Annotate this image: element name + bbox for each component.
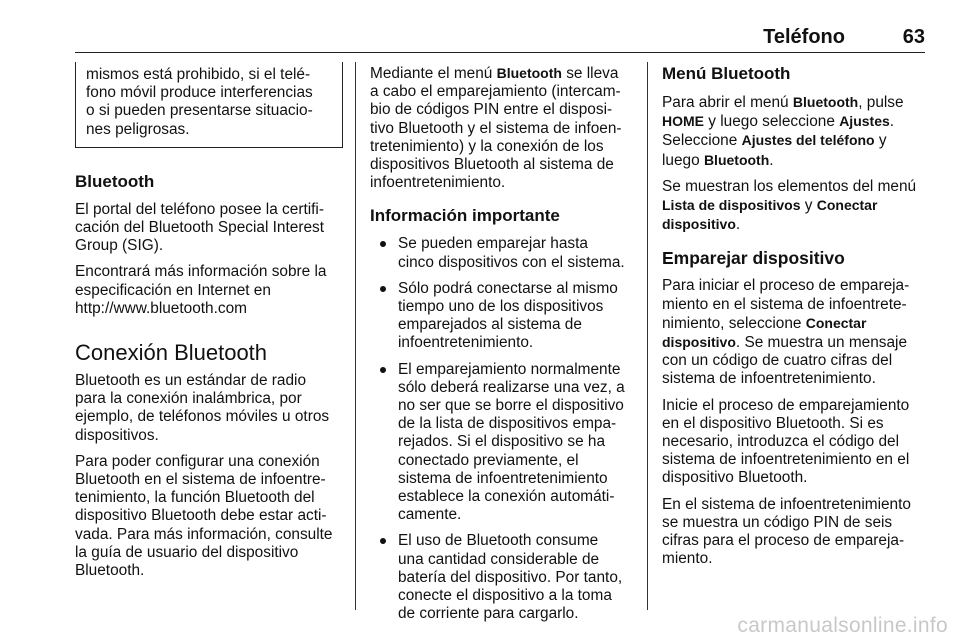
section-title: Teléfono xyxy=(763,26,845,48)
column-divider-2 xyxy=(647,62,648,610)
text-run: se lleva a cabo el emparejamiento (intercam- bio de códigos PIN entre el disposi- tivo Bluetooth y el sistema de infoen- tretenimiento) y la conexión de los dispositivos Bluetooth al sistema de infoentretenimiento. xyxy=(370,65,622,192)
text-run: . Seleccione xyxy=(662,113,895,150)
list-item xyxy=(370,280,632,353)
menu-term-lista-dispositivos: Lista de dispositivos xyxy=(662,197,801,214)
paragraph-device-pairing: Inicie el proceso de emparejamiento en el dispositivo Bluetooth. Si es necesario, introduzca el código del sistema de infoentretenimiento en el dispositivo Bluetooth. xyxy=(662,396,910,487)
heading-menu-bluetooth: Menú Bluetooth xyxy=(662,64,791,83)
paragraph-bluetooth-standard: Bluetooth es un estándar de radio para la conexión inalámbrica, por ejemplo, de teléfonos móviles u otros dispositivos. xyxy=(75,372,330,444)
menu-term-bluetooth-2: Bluetooth xyxy=(703,151,770,168)
text-run: y xyxy=(800,197,817,215)
bullet-dot-icon xyxy=(380,538,386,544)
warning-note-text: mismos está prohibido, si el telé- fono móvil produce interferencias o si pueden presentarse situacio- nes peligrosas. xyxy=(86,66,313,138)
paragraph-pin-code: En el sistema de infoentretenimiento se muestra un código PIN de seis cifras para el proceso de empareja- miento. xyxy=(662,495,911,568)
page-number: 63 xyxy=(902,26,925,48)
text-run: y luego seleccione xyxy=(704,113,840,131)
paragraph-more-info: Encontrará más información sobre la especificación en Internet en http://www.bluetooth.com xyxy=(75,263,327,317)
paragraph-menu-items xyxy=(662,178,927,235)
bullet-dot-icon xyxy=(380,367,386,373)
heading-bluetooth: Bluetooth xyxy=(75,171,155,191)
list-item xyxy=(370,361,632,525)
menu-term-ajustes-telefono: Ajustes del teléfono xyxy=(741,132,875,149)
column-divider-1 xyxy=(355,62,356,610)
warning-note-box xyxy=(75,62,343,148)
list-item-text: El emparejamiento normalmente sólo deberá realizarse una vez, a no ser que se borre el dispositivo de la lista de dispositivos empa- rejados. Si el dispositivo se ha conectado previamente, el sistema de infoentretenimiento establece la conexión automáti- camente. xyxy=(398,360,625,524)
watermark-text: carmanualsonline.info xyxy=(737,614,948,637)
menu-term-conectar-dispositivo: Conectar dispositivo xyxy=(662,197,878,233)
text-run: Mediante el menú xyxy=(370,65,497,82)
heading-conexion-bluetooth: Conexión Bluetooth xyxy=(75,340,268,366)
column-2 xyxy=(370,64,632,631)
paragraph-configure-connection: Para poder configurar una conexión Bluetooth en el sistema de infoentre- tenimiento, la función Bluetooth del dispositivo Bluetooth debe estar acti- vada. Para más información, consulte la guía de usuario del dispositivo Bluetooth. xyxy=(75,452,333,580)
paragraph-open-menu xyxy=(662,93,927,170)
list-item xyxy=(370,235,632,271)
list-item-text: Se pueden emparejar hasta cinco dispositivos con el sistema. xyxy=(398,235,625,271)
list-item-text: Sólo podrá conectarse al mismo tiempo uno de los dispositivos emparejados al sistema de infoentretenimiento. xyxy=(398,279,618,352)
text-run: . xyxy=(769,151,774,169)
menu-term-home: HOME xyxy=(662,113,704,130)
list-item xyxy=(370,532,632,623)
menu-term-conectar-dispositivo-2: Conectar dispositivo xyxy=(662,314,867,351)
column-3 xyxy=(662,64,927,576)
paragraph-start-pairing xyxy=(662,277,927,388)
list-item-text: El uso de Bluetooth consume una cantidad considerable de batería del dispositivo. Por tanto, conecte el dispositivo a la toma de corriente para cargarlo. xyxy=(398,532,623,623)
heading-informacion-importante: Información importante xyxy=(370,206,560,226)
text-run: Para abrir el menú xyxy=(662,94,793,111)
important-info-list xyxy=(370,235,632,623)
text-run: . Se muestra un mensaje con un código de cuatro cifras del sistema de infoentretenimiento. xyxy=(662,334,907,388)
bullet-dot-icon xyxy=(380,241,386,247)
paragraph-certification: El portal del teléfono posee la certifi- cación del Bluetooth Special Interest Group (SIG). xyxy=(75,200,324,255)
text-run: y luego xyxy=(662,132,887,169)
page-header xyxy=(75,26,925,53)
text-run: . xyxy=(735,216,741,234)
text-run: , pulse xyxy=(858,94,904,111)
text-run: Para iniciar el proceso de empareja- miento en el sistema de infoentrete- nimiento, seleccione xyxy=(662,277,910,332)
bullet-dot-icon xyxy=(380,286,386,292)
menu-term-ajustes: Ajustes xyxy=(839,113,890,130)
menu-term-bluetooth: Bluetooth xyxy=(792,94,859,110)
column-1 xyxy=(75,64,343,588)
heading-emparejar-dispositivo: Emparejar dispositivo xyxy=(662,248,845,269)
text-run: Se muestran los elementos del menú xyxy=(662,177,917,195)
menu-term-bluetooth: Bluetooth xyxy=(496,65,562,81)
paragraph-bluetooth-menu xyxy=(370,64,632,192)
